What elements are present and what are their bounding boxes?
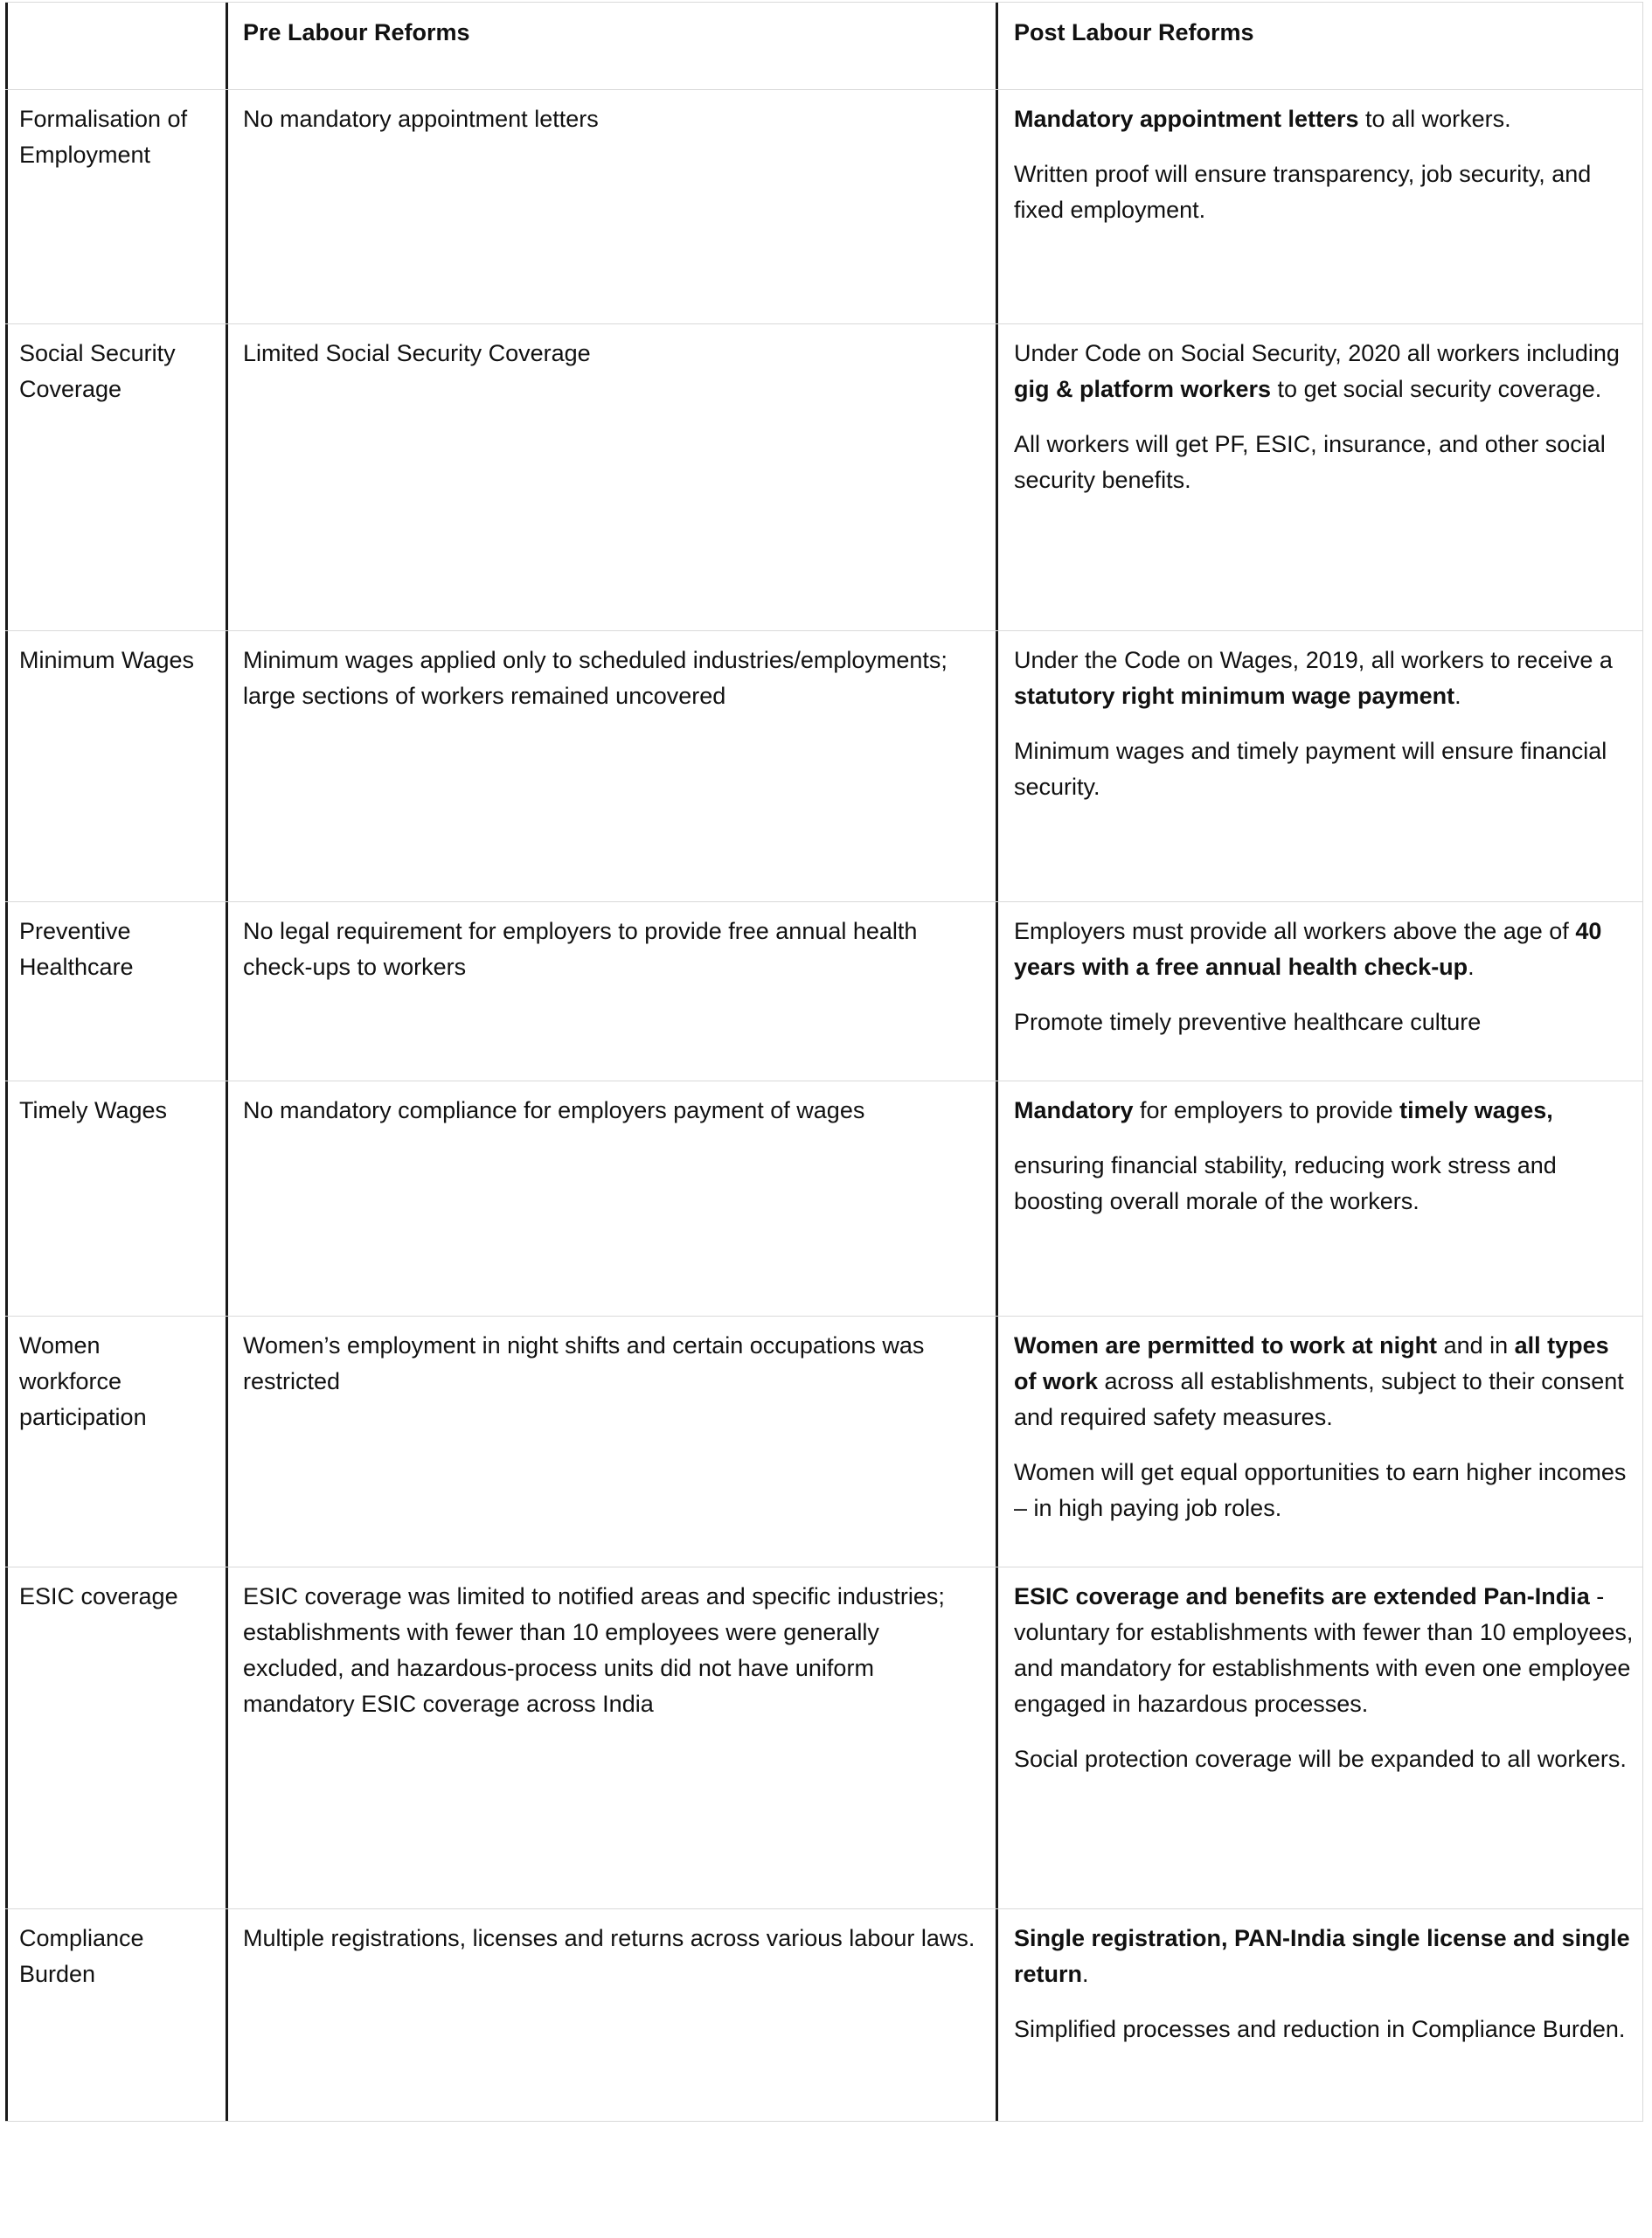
text-run: Written proof will ensure transparency, job security, and fixed employment. (1014, 161, 1592, 223)
post-paragraph (1014, 1921, 1636, 1992)
row-category: Preventive Healthcare (19, 918, 134, 980)
post-paragraph (1014, 427, 1636, 498)
text-run: ensuring financial stability, reducing work stress and boosting overall morale of the workers. (1014, 1152, 1557, 1214)
post-paragraph (1014, 1579, 1636, 1722)
row-category: Compliance Burden (19, 1925, 144, 1987)
post-paragraph (1014, 1004, 1636, 1040)
text-run: All workers will get PF, ESIC, insurance, and other social security benefits. (1014, 431, 1606, 493)
row-post-text (1014, 89, 1636, 228)
post-paragraph (1014, 156, 1636, 228)
row-post-text (1014, 1567, 1636, 1777)
row-pre-text: No legal requirement for employers to provide free annual health check-ups to workers (243, 918, 918, 980)
bold-text: Mandatory (1014, 1097, 1134, 1123)
header-pre-reforms: Pre Labour Reforms (243, 19, 470, 45)
bold-text: 40 years with a free annual health check-up (1014, 918, 1602, 980)
header-empty-cell (19, 3, 226, 15)
post-paragraph (1014, 336, 1636, 407)
row-category: Formalisation of Employment (19, 106, 188, 168)
text-run: to get social security coverage. (1271, 376, 1602, 402)
text-run: . (1454, 683, 1461, 709)
text-run: - voluntary for establishments with fewer than 10 employees, and mandatory for establishments with even one employee engaged in hazardous processes. (1014, 1583, 1634, 1717)
post-paragraph (1014, 1093, 1636, 1129)
bold-text: all types of work (1014, 1332, 1609, 1394)
text-run: . (1082, 1961, 1089, 1987)
text-run: Social protection coverage will be expanded to all workers. (1014, 1746, 1627, 1772)
text-run: Promote timely preventive healthcare culture (1014, 1009, 1482, 1035)
bold-text: Women are permitted to work at night (1014, 1332, 1438, 1359)
text-run: Women will get equal opportunities to earn higher incomes – in high paying job roles. (1014, 1459, 1627, 1521)
post-paragraph (1014, 1455, 1636, 1526)
bold-text: gig & platform workers (1014, 376, 1272, 402)
header-post-reforms: Post Labour Reforms (1014, 19, 1254, 45)
text-run: across all establishments, subject to their consent and required safety measures. (1014, 1368, 1624, 1430)
post-paragraph (1014, 733, 1636, 805)
row-post-text (1014, 901, 1636, 1040)
row-pre-text: No mandatory compliance for employers payment of wages (243, 1097, 865, 1123)
bold-text: statutory right minimum wage payment (1014, 683, 1455, 709)
text-run: Under the Code on Wages, 2019, all workers to receive a (1014, 647, 1613, 673)
bold-text: timely wages, (1399, 1097, 1553, 1123)
column-divider-2 (996, 3, 998, 2121)
bold-text: Single registration, PAN-India single license and single return (1014, 1925, 1630, 1987)
bold-text: ESIC coverage and benefits are extended Pan-India (1014, 1583, 1590, 1609)
reforms-comparison-table (5, 2, 1643, 2122)
row-post-text (1014, 1081, 1636, 1220)
row-post-text (1014, 1908, 1636, 2047)
row-post-text (1014, 323, 1636, 498)
row-pre-text: Minimum wages applied only to scheduled industries/employments; large sections of workers remained uncovered (243, 647, 947, 709)
text-run: Employers must provide all workers above the age of (1014, 918, 1576, 944)
row-category: ESIC coverage (19, 1583, 178, 1609)
post-paragraph (1014, 1328, 1636, 1435)
row-category: Social Security Coverage (19, 340, 176, 402)
post-paragraph (1014, 643, 1636, 714)
text-run: . (1468, 954, 1475, 980)
post-paragraph (1014, 1741, 1636, 1777)
table-left-border (5, 3, 8, 2121)
row-pre-text: Women’s employment in night shifts and certain occupations was restricted (243, 1332, 925, 1394)
text-run: Simplified processes and reduction in Compliance Burden. (1014, 2016, 1626, 2042)
row-pre-text: Multiple registrations, licenses and returns across various labour laws. (243, 1925, 975, 1951)
row-category: Women workforce participation (19, 1332, 147, 1430)
row-category: Timely Wages (19, 1097, 168, 1123)
row-pre-text: ESIC coverage was limited to notified areas and specific industries; establishments with fewer than 10 employees were generally excluded, and hazardous-process units did not have uniform mandatory ESIC coverage across India (243, 1583, 945, 1717)
post-paragraph (1014, 914, 1636, 985)
row-pre-text: No mandatory appointment letters (243, 106, 599, 132)
bold-text: Mandatory appointment letters (1014, 106, 1359, 132)
post-paragraph (1014, 1148, 1636, 1220)
text-run: Minimum wages and timely payment will ensure financial security. (1014, 738, 1607, 800)
text-run: and in (1437, 1332, 1515, 1359)
row-post-text (1014, 1316, 1636, 1526)
column-divider-1 (226, 3, 228, 2121)
row-category: Minimum Wages (19, 647, 195, 673)
text-run: to all workers. (1358, 106, 1511, 132)
text-run: for employers to provide (1133, 1097, 1400, 1123)
post-paragraph (1014, 101, 1636, 137)
row-pre-text: Limited Social Security Coverage (243, 340, 591, 366)
text-run: Under Code on Social Security, 2020 all workers including (1014, 340, 1620, 366)
post-paragraph (1014, 2012, 1636, 2047)
row-post-text (1014, 630, 1636, 805)
